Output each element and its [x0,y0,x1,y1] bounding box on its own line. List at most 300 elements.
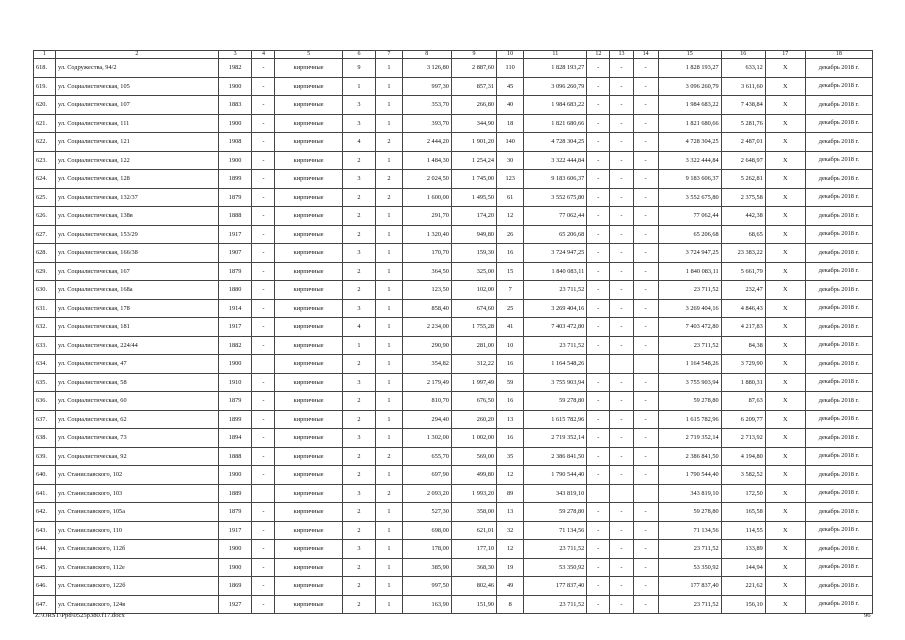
mark-cell: X [765,595,805,614]
floors-cell: 3 [342,373,376,392]
total-cost-cell: 23 711,52 [524,281,587,300]
mark-cell: X [765,170,805,189]
total-area-cell: 527,30 [402,503,451,522]
address-cell: ул. Содружества, 94/2 [56,59,219,78]
column-number-header: 1 [34,51,56,59]
living-area-cell: 260,20 [451,410,496,429]
floors-cell: 2 [342,188,376,207]
wall-material-cell: кирпичные [275,188,342,207]
mark-cell: X [765,59,805,78]
column-number-header: 8 [402,51,451,59]
col12-cell: - [587,577,610,596]
mark-cell: X [765,540,805,559]
entrances-cell: 1 [376,59,402,78]
year-built-cell: 1879 [218,188,252,207]
cost-cell: 9 183 606,37 [658,170,721,189]
living-area-cell: 174,20 [451,207,496,226]
col12-cell: - [587,244,610,263]
year-built-cell: 1889 [218,484,252,503]
col12-cell: - [587,299,610,318]
specific-cost-cell: 3 611,60 [721,77,765,96]
row-number-cell: 639. [34,447,56,466]
col4-cell: - [252,503,275,522]
living-area-cell: 621,01 [451,521,496,540]
residents-cell: 140 [497,133,524,152]
address-cell: ул. Станиславского, 122б [56,577,219,596]
col13-cell [610,355,633,374]
wall-material-cell: кирпичные [275,318,342,337]
residents-cell: 110 [497,59,524,78]
specific-cost-cell: 172,50 [721,484,765,503]
entrances-cell: 1 [376,336,402,355]
col13-cell: - [610,262,633,281]
cost-cell: 1 615 782,96 [658,410,721,429]
col13-cell: - [610,225,633,244]
specific-cost-cell: 144,94 [721,558,765,577]
col14-cell: - [633,447,658,466]
table-row [34,558,873,577]
col12-cell [587,355,610,374]
col4-cell [252,355,275,374]
col4-cell: - [252,595,275,614]
address-cell: ул. Станиславского, 112е [56,558,219,577]
col12-cell [587,484,610,503]
address-cell: ул. Станиславского, 102 [56,466,219,485]
col14-cell: - [633,373,658,392]
row-number-cell: 633. [34,336,56,355]
col12-cell: - [587,410,610,429]
table-row [34,503,873,522]
specific-cost-cell: 4 846,43 [721,299,765,318]
total-area-cell: 997,30 [402,77,451,96]
table-row [34,466,873,485]
col12-cell: - [587,170,610,189]
year-built-cell: 1900 [218,558,252,577]
col14-cell: - [633,299,658,318]
col13-cell: - [610,503,633,522]
year-built-cell: 1879 [218,503,252,522]
col4-cell: - [252,114,275,133]
housing-table [33,50,873,614]
table-row [34,521,873,540]
specific-cost-cell: 2 713,92 [721,429,765,448]
living-area-cell: 802,46 [451,577,496,596]
column-number-header: 2 [56,51,219,59]
entrances-cell: 2 [376,447,402,466]
specific-cost-cell: 232,47 [721,281,765,300]
col13-cell: - [610,59,633,78]
wall-material-cell: кирпичные [275,429,342,448]
year-built-cell: 1899 [218,410,252,429]
specific-cost-cell: 1 880,31 [721,373,765,392]
address-cell: ул. Социалистическая, 107 [56,96,219,115]
mark-cell: X [765,318,805,337]
table-row [34,244,873,263]
row-number-cell: 625. [34,188,56,207]
mark-cell: X [765,429,805,448]
living-area-cell: 676,50 [451,392,496,411]
document-sheet [33,50,873,614]
living-area-cell: 1 495,50 [451,188,496,207]
floors-cell: 2 [342,207,376,226]
floors-cell: 3 [342,429,376,448]
year-built-cell: 1927 [218,595,252,614]
entrances-cell: 1 [376,151,402,170]
mark-cell: X [765,133,805,152]
total-area-cell: 353,70 [402,96,451,115]
col14-cell: - [633,392,658,411]
total-area-cell: 291,70 [402,207,451,226]
col14-cell: - [633,503,658,522]
entrances-cell: 1 [376,521,402,540]
address-cell: ул. Социалистическая, 153/29 [56,225,219,244]
total-cost-cell: 71 134,56 [524,521,587,540]
entrances-cell: 1 [376,262,402,281]
address-cell: ул. Социалистическая, 60 [56,392,219,411]
floors-cell: 2 [342,577,376,596]
col4-cell: - [252,318,275,337]
floors-cell: 2 [342,410,376,429]
total-cost-cell: 3 552 675,80 [524,188,587,207]
table-row [34,114,873,133]
col4-cell: - [252,59,275,78]
entrances-cell: 2 [376,484,402,503]
row-number-cell: 641. [34,484,56,503]
mark-cell: X [765,558,805,577]
total-cost-cell: 9 183 606,37 [524,170,587,189]
wall-material-cell: кирпичные [275,281,342,300]
year-built-cell: 1917 [218,318,252,337]
total-cost-cell: 77 062,44 [524,207,587,226]
wall-material-cell: кирпичные [275,207,342,226]
residents-cell: 26 [497,225,524,244]
col4-cell: - [252,447,275,466]
entrances-cell: 1 [376,503,402,522]
specific-cost-cell: 2 487,01 [721,133,765,152]
col12-cell: - [587,114,610,133]
cost-cell: 2 386 841,50 [658,447,721,466]
entrances-cell: 1 [376,318,402,337]
year-built-cell: 1908 [218,133,252,152]
total-area-cell: 810,70 [402,392,451,411]
footer-file-path: Z:\ORST\Ppd\0525p380.f17.docx [35,612,125,619]
year-built-cell: 1888 [218,447,252,466]
floors-cell: 3 [342,170,376,189]
living-area-cell: 2 887,60 [451,59,496,78]
table-row [34,170,873,189]
total-cost-cell: 65 206,68 [524,225,587,244]
col14-cell: - [633,244,658,263]
row-number-cell: 647. [34,595,56,614]
col4-cell: - [252,262,275,281]
total-cost-cell: 1 164 548,26 [524,355,587,374]
residents-cell: 12 [497,466,524,485]
mark-cell: X [765,262,805,281]
table-row [34,336,873,355]
col12-cell: - [587,59,610,78]
floors-cell: 1 [342,336,376,355]
mark-cell: X [765,188,805,207]
living-area-cell: 1 901,20 [451,133,496,152]
residents-cell: 12 [497,540,524,559]
entrances-cell: 1 [376,355,402,374]
col14-cell: - [633,114,658,133]
year-built-cell: 1882 [218,336,252,355]
year-built-cell: 1879 [218,392,252,411]
mark-cell: X [765,577,805,596]
entrances-cell: 2 [376,133,402,152]
deadline-cell: декабрь 2018 г. [805,484,872,503]
row-number-cell: 643. [34,521,56,540]
residents-cell: 59 [497,373,524,392]
wall-material-cell: кирпичные [275,244,342,263]
col12-cell: - [587,540,610,559]
year-built-cell: 1879 [218,262,252,281]
total-area-cell: 997,50 [402,577,451,596]
column-number-header: 14 [633,51,658,59]
wall-material-cell: кирпичные [275,225,342,244]
deadline-cell: декабрь 2018 г. [805,577,872,596]
specific-cost-cell: 156,10 [721,595,765,614]
specific-cost-cell: 133,89 [721,540,765,559]
col12-cell: - [587,262,610,281]
col14-cell: - [633,281,658,300]
floors-cell: 3 [342,484,376,503]
living-area-cell: 102,00 [451,281,496,300]
floors-cell: 2 [342,262,376,281]
address-cell: ул. Социалистическая, 167 [56,262,219,281]
cost-cell: 3 269 404,16 [658,299,721,318]
total-area-cell: 290,90 [402,336,451,355]
table-row [34,207,873,226]
floors-cell: 3 [342,114,376,133]
column-number-header: 4 [252,51,275,59]
year-built-cell: 1900 [218,114,252,133]
residents-cell: 35 [497,447,524,466]
living-area-cell: 281,00 [451,336,496,355]
entrances-cell: 1 [376,392,402,411]
address-cell: ул. Станиславского, 112б [56,540,219,559]
total-area-cell: 1 302,00 [402,429,451,448]
total-cost-cell: 3 269 404,16 [524,299,587,318]
col12-cell: - [587,318,610,337]
deadline-cell: декабрь 2018 г. [805,281,872,300]
year-built-cell: 1899 [218,170,252,189]
deadline-cell: декабрь 2018 г. [805,447,872,466]
col12-cell: - [587,207,610,226]
address-cell: ул. Станиславского, 103 [56,484,219,503]
wall-material-cell: кирпичные [275,484,342,503]
address-cell: ул. Социалистическая, 121 [56,133,219,152]
col4-cell: - [252,96,275,115]
mark-cell: X [765,484,805,503]
specific-cost-cell: 114,55 [721,521,765,540]
cost-cell: 65 206,68 [658,225,721,244]
wall-material-cell: кирпичные [275,521,342,540]
floors-cell: 2 [342,521,376,540]
floors-cell: 3 [342,244,376,263]
row-number-cell: 634. [34,355,56,374]
total-cost-cell: 2 386 841,50 [524,447,587,466]
row-number-cell: 646. [34,577,56,596]
entrances-cell: 1 [376,466,402,485]
page-number: 96 [864,612,871,619]
col14-cell [633,355,658,374]
wall-material-cell: кирпичные [275,170,342,189]
specific-cost-cell: 3 729,90 [721,355,765,374]
cost-cell: 3 552 675,80 [658,188,721,207]
living-area-cell: 569,00 [451,447,496,466]
living-area-cell: 344,90 [451,114,496,133]
row-number-cell: 630. [34,281,56,300]
col13-cell: - [610,299,633,318]
col13-cell: - [610,170,633,189]
floors-cell: 2 [342,466,376,485]
total-area-cell: 2 444,20 [402,133,451,152]
cost-cell: 3 096 260,79 [658,77,721,96]
specific-cost-cell: 6 209,77 [721,410,765,429]
col13-cell: - [610,577,633,596]
table-row [34,410,873,429]
mark-cell: X [765,114,805,133]
total-cost-cell: 4 728 304,25 [524,133,587,152]
specific-cost-cell: 442,38 [721,207,765,226]
address-cell: ул. Социалистическая, 166/38 [56,244,219,263]
living-area-cell: 325,00 [451,262,496,281]
deadline-cell: декабрь 2018 г. [805,207,872,226]
deadline-cell: декабрь 2018 г. [805,429,872,448]
col13-cell: - [610,410,633,429]
mark-cell: X [765,447,805,466]
col13-cell: - [610,540,633,559]
col4-cell: - [252,133,275,152]
total-area-cell: 698,00 [402,521,451,540]
table-row [34,281,873,300]
total-area-cell: 1 600,00 [402,188,451,207]
address-cell: ул. Станиславского, 105а [56,503,219,522]
column-number-header: 3 [218,51,252,59]
entrances-cell: 1 [376,114,402,133]
row-number-cell: 635. [34,373,56,392]
address-cell: ул. Социалистическая, 168а [56,281,219,300]
col14-cell: - [633,133,658,152]
living-area-cell: 1 997,49 [451,373,496,392]
column-number-header: 11 [524,51,587,59]
living-area-cell: 1 745,00 [451,170,496,189]
col14-cell: - [633,170,658,189]
col4-cell: - [252,410,275,429]
total-cost-cell: 1 615 782,96 [524,410,587,429]
table-row [34,355,873,374]
cost-cell: 59 278,80 [658,392,721,411]
deadline-cell: декабрь 2018 г. [805,133,872,152]
specific-cost-cell: 3 582,52 [721,466,765,485]
cost-cell: 3 322 444,84 [658,151,721,170]
table-row [34,540,873,559]
row-number-cell: 626. [34,207,56,226]
entrances-cell: 1 [376,281,402,300]
col12-cell: - [587,392,610,411]
cost-cell: 1 984 683,22 [658,96,721,115]
column-number-header: 5 [275,51,342,59]
address-cell: ул. Социалистическая, 111 [56,114,219,133]
total-cost-cell: 23 711,52 [524,595,587,614]
specific-cost-cell: 7 438,84 [721,96,765,115]
table-body [34,59,873,614]
residents-cell: 32 [497,521,524,540]
col13-cell: - [610,373,633,392]
column-number-header: 18 [805,51,872,59]
row-number-cell: 642. [34,503,56,522]
residents-cell: 8 [497,595,524,614]
residents-cell: 13 [497,410,524,429]
col12-cell: - [587,466,610,485]
total-cost-cell: 3 755 903,94 [524,373,587,392]
table-row [34,59,873,78]
year-built-cell: 1883 [218,96,252,115]
total-area-cell: 697,90 [402,466,451,485]
column-number-header: 13 [610,51,633,59]
address-cell: ул. Социалистическая, 132/37 [56,188,219,207]
col14-cell: - [633,225,658,244]
total-cost-cell: 3 322 444,84 [524,151,587,170]
col4-cell: - [252,281,275,300]
residents-cell: 19 [497,558,524,577]
year-built-cell: 1900 [218,77,252,96]
residents-cell: 41 [497,318,524,337]
specific-cost-cell: 221,62 [721,577,765,596]
col12-cell: - [587,558,610,577]
address-cell: ул. Социалистическая, 58 [56,373,219,392]
mark-cell: X [765,77,805,96]
cost-cell: 23 711,52 [658,540,721,559]
cost-cell: 1 164 548,26 [658,355,721,374]
entrances-cell: 1 [376,595,402,614]
specific-cost-cell: 5 281,76 [721,114,765,133]
living-area-cell: 499,80 [451,466,496,485]
column-number-header: 6 [342,51,376,59]
total-area-cell: 2 179,49 [402,373,451,392]
deadline-cell: декабрь 2018 г. [805,558,872,577]
mark-cell: X [765,355,805,374]
row-number-cell: 621. [34,114,56,133]
total-area-cell: 364,50 [402,262,451,281]
total-cost-cell: 1 790 544,40 [524,466,587,485]
floors-cell: 9 [342,59,376,78]
floors-cell: 2 [342,151,376,170]
living-area-cell: 177,10 [451,540,496,559]
address-cell: ул. Социалистическая, 122 [56,151,219,170]
entrances-cell: 1 [376,225,402,244]
wall-material-cell: кирпичные [275,336,342,355]
total-area-cell: 163,90 [402,595,451,614]
deadline-cell: декабрь 2018 г. [805,540,872,559]
total-cost-cell: 2 719 352,14 [524,429,587,448]
table-row [34,225,873,244]
col13-cell: - [610,96,633,115]
total-cost-cell: 1 840 083,11 [524,262,587,281]
cost-cell: 53 350,92 [658,558,721,577]
living-area-cell: 151,90 [451,595,496,614]
total-area-cell: 3 126,80 [402,59,451,78]
living-area-cell: 358,00 [451,503,496,522]
living-area-cell: 368,30 [451,558,496,577]
year-built-cell: 1894 [218,429,252,448]
total-area-cell: 123,50 [402,281,451,300]
col13-cell: - [610,77,633,96]
address-cell: ул. Станиславского, 110 [56,521,219,540]
wall-material-cell: кирпичные [275,466,342,485]
